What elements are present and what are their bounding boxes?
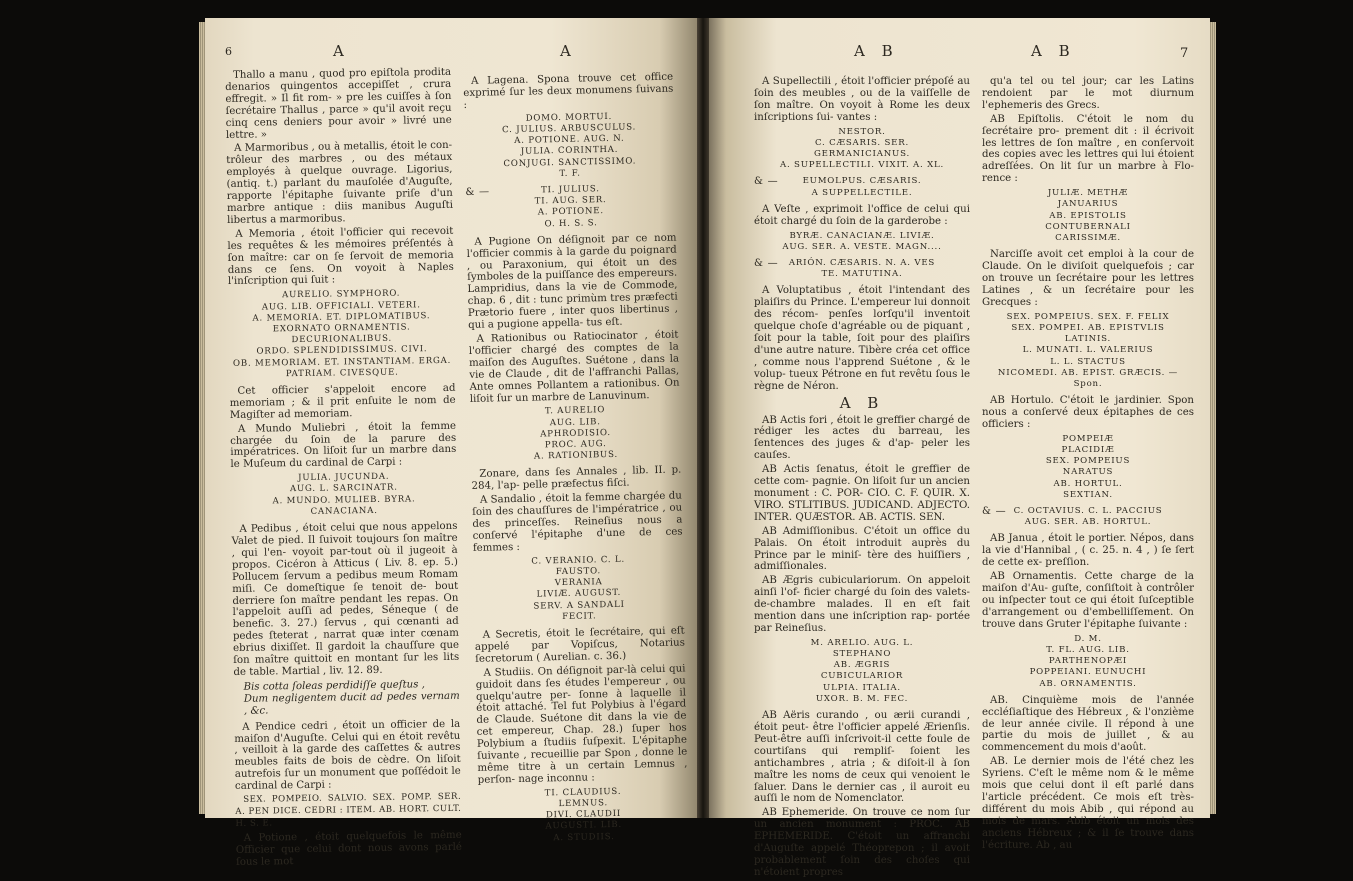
inscription-line: A SUPPELLECTILE.	[811, 187, 913, 198]
inscription-line: TI. CLAUDIUS.	[544, 786, 622, 799]
section-heading: A B	[839, 393, 885, 412]
inscription: & — C. OCTAVIUS. C. L. PACCIUS AUG. SER. AB. HORTUL.	[982, 506, 1194, 528]
paragraph: A Rationibus ou Ratiocinator , étoit l'officier chargé des comptes de la maiſon des Auguſtes. Suétone , dans la vie de Claude , dit de l'affranchi Pallas, Ante omnes Pollantem a rationibus. On liſoit ſur un marbre de Lanuvinum.	[468, 329, 680, 405]
right-column-2	[982, 76, 1194, 854]
inscription-line: EUMOLPUS. CÆSARIS.	[802, 176, 922, 187]
inscription-line: TI. JULIUS.	[540, 184, 600, 196]
inscription	[982, 312, 1194, 390]
inscription	[465, 183, 676, 232]
paragraph: AB Ephemeride. On trouve ce nom ſur un ancien monument : PROC. AB EPHEMERIDE. C'étoit un affranchi d'Auguſte appelé Théoprepon ; il avoit probablement ſoin des choſes qui n'étoient propres	[754, 807, 970, 878]
inscription-line: A. POTIONE. AUG. N.	[514, 133, 625, 147]
paragraph: A Pendice cedri , étoit un officier de la maiſon d'Auguſte. Celui qui en étoit revêtu , veilloit à la garde des caſſettes & autres meubles faits de bois de cèdre. On liſoit autrefois ſur un monument que poſſédoit le cardinal de Carpi :	[234, 718, 461, 793]
inscription-line: VERANIA	[554, 577, 603, 589]
inscription-line: LEMNUS.	[558, 798, 609, 810]
inscription-line: DOMO. MORTUI.	[525, 111, 613, 124]
paragraph: A Pedibus , étoit celui que nous appelons Valet de pied. Il ſuivoit toujours ſon maître , qui l'en- voyoit par-tout où il jugeoit à propos. Cicéron à Atticus ( Liv. 8. ep. 5.) Pollucem ſervum a pedibus meum Romam miſi. Ce domeſtique ſe tenoit de- bout derriere ſon maître pendant les repas. On l'appeloit auſſi ad pedes, Séneque ( de benefic. 3. 27.) ſervus , qui cœnanti ad pedes ſteterat , narrat quæ inter cœnam ebrius dixiſſet. Il gardoit la chauſſure que ſon maître quittoit en montant ſur les lits de table. Martial , liv. 12. 89.	[231, 520, 460, 678]
inscription-line: ORDO. SPLENDIDISSIMUS. CIVI.	[256, 344, 428, 357]
paragraph: Thallo a manu , quod pro epiſtola prodita denarios quingentos accepiſſet , crura effregit. » Il fit rom- » pre les cuiſſes à ſon ſecrétaire Thallus , parce » qu'il avoit reçu cinq cens deniers pour avoir » livré une lettre. »	[225, 66, 452, 141]
inscription-line: JULIÆ. METHÆ	[1047, 188, 1129, 199]
paragraph: AB Ornamentis. Cette charge de la maiſon d'Au- guſte, conſiſtoit à contrôler ou inſpecter tout ce qui étoit ſuſceptible d'arrangement ou d'embelliſſement. On trouve dans Gruter l'épitaphe ſuivante :	[982, 571, 1194, 630]
paragraph: Zonare, dans ſes Annales , lib. II. p. 284, l'ap- pelle præfectus fiſci.	[471, 464, 682, 493]
inscription	[982, 188, 1194, 244]
verse-line: Bis cotta ſoleas perdidiſſe queſtus ,	[243, 679, 425, 693]
inscription-line: PROC. AUG.	[544, 439, 607, 451]
inscription	[754, 638, 970, 705]
inscription-line: T. F.	[559, 168, 581, 179]
inscription-line: C. OCTAVIUS. C. L. PACCIUS	[1013, 506, 1163, 517]
inscription-line: TI. AUG. SER.	[534, 195, 607, 207]
paragraph: A Mundo Muliebri , étoit la femme chargée du ſoin de la parure des impératrices. On liſoit ſur un marbre dans le Muſeum du cardinal de Carpi :	[230, 420, 457, 471]
inscription-line: SEXTIAN.	[1063, 489, 1113, 500]
inscription-line: OB. MEMORIAM. ET. INSTANTIAM. ERGA.	[232, 355, 452, 369]
paragraph: A Lagena. Spona trouve cet office exprimé ſur les deux monumens ſuivans :	[463, 71, 674, 111]
inscription-line: ULPIA. ITALIA.	[823, 682, 901, 693]
paragraph: AB Epiſtolis. C'étoit le nom du ſecrétaire pro- prement dit : il écrivoit les lettres de ſon maître , en conſervoit des copies avec les lettres qui lui étoient adreſſées. On lit ſur un marbre à Flo- rence :	[982, 113, 1194, 185]
running-head-right: A B	[854, 42, 899, 60]
inscription-line: PLACIDIÆ	[1061, 445, 1115, 456]
inscription-line: FAUSTO.	[555, 566, 602, 578]
paragraph: AB Ægris cubiculariorum. On appeloit ainſi l'of- ficier chargé du ſoin des valets-de-chambre malades. Il en eſt fait mention dans une inſcription rap- portée par Reineſius.	[754, 575, 970, 634]
inscription-line: L. L. STACTUS	[1050, 356, 1126, 367]
inscription-line: NICOMEDI. AB. EPIST. GRÆCIS. — Spon.	[997, 367, 1179, 389]
inscription-line: C. VERANIO. C. L.	[531, 554, 626, 567]
paragraph: A Marmoribus , ou à metallis, étoit le con- trôleur des marbres , ou des métaux employés à quelque ouvrage. Ligorius, (antiq. t.) parlant du mauſolée d'Auguſte, rapporte l'épitaphe ſuivante priſe d'un marbre antique : diis manibus Auguſti libertus a marmoribus.	[226, 140, 453, 226]
inscription	[228, 288, 455, 381]
inscription-line: AUG. SER. AB. HORTUL.	[1024, 517, 1152, 528]
paragraph: AB Admiſſionibus. C'étoit un office du Palais. On étoit introduit auprès du Prince par le miniſ- tère des huiſſiers , admiſſionales.	[754, 525, 970, 573]
paragraph: A Voluptatibus , étoit l'intendant des plaiſirs du Prince. L'empereur lui donnoit des récom- penſes lorſqu'il inventoit quelque choſe d'agréable ou de piquant , ſoit pour la table, ſoit pour des plaiſirs d'une autre nature. Tibère créa cet office , comme nous l'apprend Suétone , & le volup- tueux Pétrone en fut revêtu ſous le règne de Néron.	[754, 285, 970, 392]
inscription-line: C. JULIUS. ARBUSCULUS.	[501, 122, 637, 136]
page-edge-right	[1209, 22, 1216, 814]
inscription-line: SEX. POMPEIUS. SEX. F. FELIX	[1006, 311, 1170, 322]
inscription-line: AB. HORTUL.	[1053, 478, 1123, 489]
inscription-line: SERV. A SANDALI	[533, 599, 625, 612]
verse-line: Dum negligentem ducit ad pedes vernam , &c.	[243, 690, 460, 717]
paragraph: AB. Cinquième mois de l'année eccléſiaſtique des Hébreux , & l'onzième de leur année civile. Il répond à une partie du mois de juillet , & au commencement du mois d'août.	[982, 694, 1194, 754]
inscription-line: AUG. LIB. OFFICIALI. VETERI.	[261, 299, 421, 313]
paragraph: A Secretis, étoit le ſecrétaire, qui eſt appelé par Vopiſcus, Notarius ſecretorum ( Aurelian. c. 36.)	[474, 625, 686, 665]
left-page	[205, 18, 699, 868]
inscription-line: AURELIO. SYMPHORO.	[282, 288, 401, 301]
paragraph: Narciſſe avoit cet emploi à la cour de Claude. On le diviſoit quelquefois ; car on trouve un ſecrétaire pour les lettres Latines , & un ſecrétaire pour les Grecques :	[982, 249, 1194, 308]
paragraph: A Memoria , étoit l'officier qui recevoit les requêtes & les mémoires préſentés à ſon maître: car on ſe ſervoit de memoria dans ce ſens. On voyoit à Naples l'inſcription qui ſuit :	[227, 225, 454, 288]
inscription-line: ARIÓN. CÆSARIS. N. A. VES	[788, 258, 936, 269]
paragraph: A Potione , étoit quelquefois le même Officier que celui dont nous avons parlé ſous le mot	[235, 829, 462, 868]
page-number-left: 6	[225, 45, 232, 58]
inscription-line: JULIA. CORINTHA.	[520, 145, 619, 158]
paragraph: qu'a tel ou tel jour; car les Latins rendoient par le mot diurnum l'ephemeris des Grecs.	[982, 76, 1194, 111]
page-number-right: 7	[1180, 46, 1189, 61]
paragraph: AB Actis fori , étoit le greffier chargé de rédiger les actes du barreau, les ſentences des juges & d'ap- peler les cauſes.	[754, 414, 970, 462]
inscription-line: A. RATIONIBUS.	[533, 450, 619, 462]
inscription-line: GERMANICIANUS.	[814, 149, 910, 160]
inscription	[754, 231, 970, 253]
inscription-line: AB. EPISTOLIS	[1049, 210, 1127, 221]
inscription-line: SEX. POMPEIUS	[1045, 456, 1131, 467]
paragraph: AB Aëris curando , ou ærii curandi , étoit peut- être l'officier appelé Ærienſis. Peut-être auſſi inſcrivoit-il cette foule de courtiſans qui rempliſ- ſoient les antichambres , atria ; & diſoit-il à ſon maître les noms de ceux qui venoient le ſaluer. Dans le dernier cas , il auroit eu auſſi le nom de Nomenclator.	[754, 710, 970, 805]
inscription-line: A. MUNDO. MULIEB. BYRA.	[272, 494, 416, 507]
inscription-line: BYRÆ. CANACIANÆ. LIVIÆ.	[789, 230, 935, 241]
inscription-line: AUG. LIB.	[549, 416, 601, 428]
paragraph: AB Actis ſenatus, étoit le greffier de cette com- pagnie. On liſoit ſur un ancien monument : C. POR- CIO. C. F. QUIR. X. VIRO. STLITIBUS. JUDICAND. ADJECTO. INTER. QUÆSTOR. AB. ACTIS. SEN.	[754, 464, 970, 523]
inscription-paragraph: SEX. POMPEIO. SALVIO. SEX. POMP. SER. A. PEN DICE. CEDRI : ITEM. AB. HORT. CULT. H. S. E.	[235, 791, 462, 829]
inscription-line: CONTUBERNALI	[1045, 221, 1131, 232]
inscription-line: LIVIÆ. AUGUST.	[536, 588, 622, 600]
inscription-line: AUGUSTI. LIB.	[545, 820, 623, 832]
inscription-line: TE. MATUTINA.	[821, 269, 903, 280]
inscription-line: FECIT.	[562, 611, 597, 622]
inscription-line: T. AURELIO	[544, 405, 606, 417]
inscription-line: APHRODISIO.	[540, 427, 611, 440]
inscription-line: CUBICULARIOR	[820, 671, 904, 682]
inscription	[470, 404, 681, 464]
inscription-line: D. M.	[1074, 633, 1102, 644]
inscription	[464, 110, 675, 182]
inscription-line: UXOR. B. M. FEC.	[815, 693, 909, 704]
paragraph: AB Hortulo. C'étoit le jardinier. Spon nous a conſervé deux épitaphes de ces officiers :	[982, 395, 1194, 430]
paragraph: A Studiis. On déſignoit par-là celui qui guidoit dans ſes études l'empereur , ou quelqu'autre per- ſonne à laquelle il étoit attaché. Tel fut Polybius à l'égard de Claude. Suétone dit dans la vie de cet empereur, Chap. 28.) ſuper hos Polybium a ſtudiis ſuſpexit. L'épitaphe ſuivante , recueillie par Spon , donne le même titre à un certain Lemnus , perſon- nage inconnu :	[475, 663, 688, 786]
inscription-line: EXORNATO ORNAMENTIS. DECURIONALIBUS.	[272, 322, 411, 346]
inscription-line: A. POTIONE.	[537, 206, 604, 218]
inscription	[754, 127, 970, 172]
inscription-line: T. FL. AUG. LIB.	[1046, 644, 1130, 655]
inscription-line: POMPEIÆ	[1062, 433, 1114, 444]
left-column-1	[225, 67, 462, 871]
inscription-line: JULIA. JUCUNDA.	[297, 472, 390, 484]
inscription-line: AB. ORNAMENTIS.	[1039, 678, 1137, 689]
inscription	[982, 634, 1194, 690]
inscription-line: L. MUNATI. L. VALERIUS	[1022, 345, 1154, 356]
inscription	[478, 785, 689, 845]
running-head-right-col2: A B	[1031, 42, 1076, 60]
paragraph: AB. Le dernier mois de l'été chez les Syriens. C'eſt le même nom & le même mois que celui dont il eſt parlé dans l'article précédent. Ce mois eſt très-différent du mois Abib , qui répond au mois de mars. Abib étoit un mois des anciens Hébreux ; & il ſe trouve dans l'écriture. Ab , au	[982, 756, 1194, 851]
inscription-line: A. STUDIIS.	[553, 831, 615, 843]
inscription-line: DIVI. CLAUDII	[545, 809, 622, 821]
inscription-line: AUG. SER. A. VESTE. MAGN....	[782, 241, 942, 252]
inscription	[231, 471, 458, 519]
inscription-line: STEPHANO	[832, 649, 892, 660]
paragraph: Cet officier s'appeloit encore ad memoriam ; & il prit enſuite le nom de Magiſter ad memoriam.	[229, 382, 456, 421]
inscription-line: NARATUS	[1062, 467, 1114, 478]
running-head-left: A	[333, 42, 350, 60]
running-head-left-col2: A	[560, 42, 577, 60]
inscription-prefix: & —	[465, 186, 491, 198]
inscription-line: LATINIS.	[1064, 334, 1112, 345]
inscription-line: PARTHENOPÆI	[1048, 656, 1128, 667]
verse-quote	[244, 679, 460, 718]
inscription-line: A. MEMORIA. ET. DIPLOMATIBUS.	[252, 310, 431, 324]
inscription-line: A. SUPELLECTILI. VIXIT. A. XL.	[779, 160, 945, 171]
paragraph: A Supellectili , étoit l'officier prépoſé au ſoin des meubles , ou de la vaiſſelle de ſon maître. On voyoit à Rome les deux inſcriptions ſui- vantes :	[754, 76, 970, 123]
inscription-line: PATRIAM. CIVESQUE.	[285, 367, 399, 379]
inscription-line: CANACIANA.	[310, 505, 378, 517]
book-gutter	[697, 18, 709, 818]
inscription-line: O. H. S. S.	[544, 217, 598, 229]
right-column-1	[754, 76, 970, 881]
right-page	[706, 18, 1210, 878]
inscription-line: AUG. L. SARCINATR.	[289, 483, 398, 495]
inscription-line: C. CÆSARIS. SER.	[814, 137, 910, 148]
inscription	[982, 434, 1194, 501]
inscription-line: POPPEIANI. EUNUCHI	[1029, 667, 1147, 678]
left-column-2	[463, 72, 689, 851]
inscription-line: CONJUGI. SANCTISSIMO.	[503, 155, 637, 169]
inscription-line: NESTOR.	[838, 126, 886, 137]
inscription: & — ARIÓN. CÆSARIS. N. A. VES TE. MATUTINA.	[754, 258, 970, 280]
paragraph: A Pugione On déſignoit par ce nom l'officier commis à la garde du poignard , ou Paraxonium, qui étoit un des ſymboles de la puiſſance des empereurs. Lampridius, dans la vie de Commode, chap. 6 , dit : tunc primùm tres præfecti Prætorio fuere , inter quos libertinus , qui a pugione appella- tus eſt.	[466, 232, 679, 332]
inscription-line: SEX. POMPEI. AB. EPISTVLIS	[1011, 322, 1165, 333]
inscription-line: CARISSIMÆ.	[1055, 232, 1121, 243]
inscription-line: M. ARELIO. AUG. L.	[810, 637, 914, 648]
inscription	[473, 553, 684, 625]
paragraph: A Sandalio , étoit la femme chargée du ſoin des chauſſures de l'impératrice , ou des princeſſes. Reineſius nous a conſervé l'épitaphe d'une de ces femmes :	[472, 490, 683, 554]
inscription-line: AB. ÆGRIS	[833, 660, 891, 671]
paragraph: AB Janua , étoit le portier. Népos, dans la vie d'Hannibal , ( c. 25. n. 4 , ) ſe ſert de cette ex- preſſion.	[982, 533, 1194, 569]
inscription: & — EUMOLPUS. CÆSARIS. A SUPPELLECTILE.	[754, 176, 970, 198]
inscription-line: JANUARIUS	[1057, 199, 1119, 210]
paragraph: A Veſte , exprimoit l'office de celui qui étoit chargé du ſoin de la garderobe :	[754, 203, 970, 227]
